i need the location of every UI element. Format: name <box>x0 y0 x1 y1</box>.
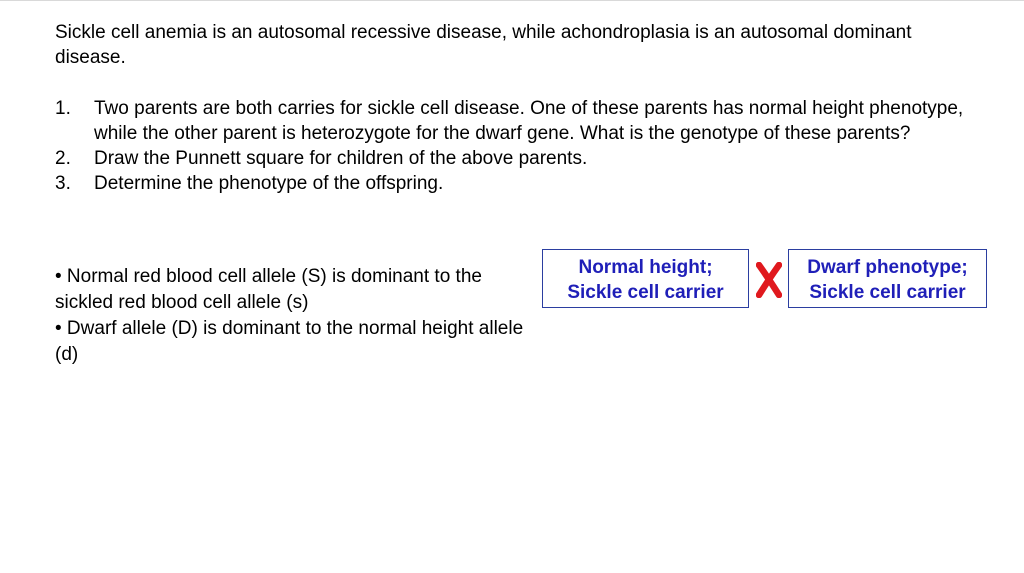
allele-facts <box>55 264 525 368</box>
cross-mark-icon <box>756 262 782 298</box>
parent-left-line2: Sickle cell carrier <box>567 282 724 303</box>
question-text: Two parents are both carries for sickle cell disease. One of these parents has normal height phenotype, while the other parent is heterozygote for the dwarf gene. What is the genotype of these parents? <box>94 98 964 144</box>
question-text: Draw the Punnett square for children of the above parents. <box>94 148 588 169</box>
question-number: 2. <box>55 148 71 169</box>
intro-text: Sickle cell anemia is an autosomal recessive disease, while achondroplasia is an autosomal dominant disease. <box>55 22 912 68</box>
question-number: 3. <box>55 173 71 194</box>
fact-dwarf-allele: • Dwarf allele (D) is dominant to the normal height allele (d) <box>55 318 524 365</box>
question-text: Determine the phenotype of the offspring. <box>94 173 444 194</box>
question-item <box>55 171 975 196</box>
parent-left-line1: Normal height; <box>578 257 713 278</box>
fact-sickle-allele: • Normal red blood cell allele (S) is dominant to the sickled red blood cell allele (s) <box>55 266 482 313</box>
question-number: 1. <box>55 98 71 119</box>
question-list <box>55 96 975 196</box>
question-item <box>55 96 975 146</box>
parent-normal-height-box <box>542 249 749 308</box>
top-divider <box>0 0 1024 1</box>
parent-right-line2: Sickle cell carrier <box>809 282 966 303</box>
parent-right-line1: Dwarf phenotype; <box>807 257 968 278</box>
question-item <box>55 146 975 171</box>
parent-dwarf-box <box>788 249 987 308</box>
